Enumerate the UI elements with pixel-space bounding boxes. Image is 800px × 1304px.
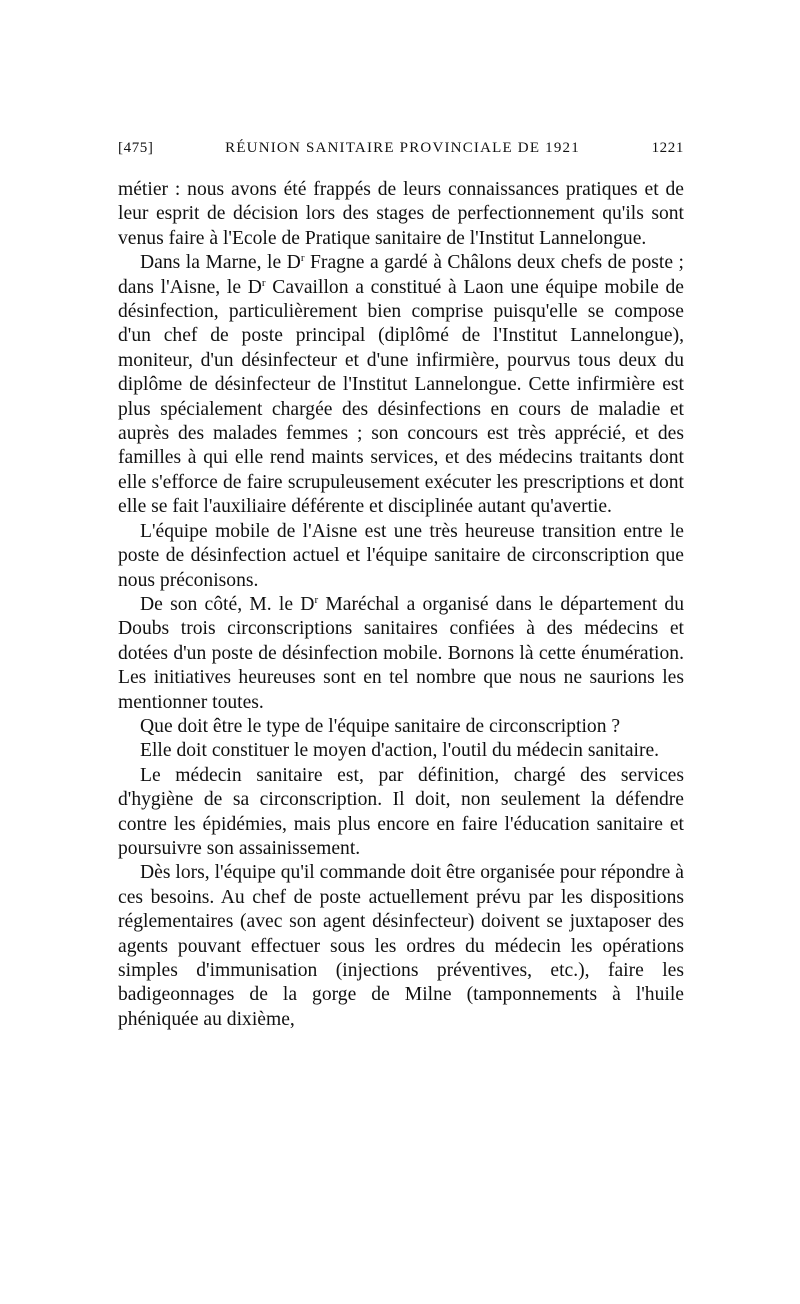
paragraph-2	[118, 251, 684, 519]
paragraph-4-text-a: De son côté, M. le D	[140, 593, 315, 615]
page-number: 1221	[651, 140, 684, 156]
superscript-r: r	[300, 252, 305, 265]
paragraph-1	[118, 178, 684, 251]
paragraph-6-text: Elle doit constituer le moyen d'action, l'outil du médecin sanitaire.	[140, 740, 660, 762]
running-header	[118, 140, 684, 166]
paragraph-4-text-b: Maréchal a organisé dans le département du Doubs trois circonscriptions sanitaires confiées à des médecins et dotées d'un poste de désinfection mobile. Bornons là cette énumération. Les initiatives heureuses sont en tel nombre que nous ne saurions les mentionner toutes.	[118, 593, 684, 713]
body-text	[118, 178, 684, 1032]
paragraph-3	[118, 520, 684, 593]
paragraph-2-text-a: Dans la Marne, le D	[140, 252, 301, 274]
paragraph-6	[118, 739, 684, 763]
running-title: RÉUNION SANITAIRE PROVINCIALE DE 1921	[225, 140, 580, 156]
paragraph-7-text: Le médecin sanitaire est, par définition, chargé des services d'hygiène de sa circonscription. Il doit, non seulement la défendre contre les épidémies, mais plus encore en faire l'éducation sanitaire et poursuivre son assainissement.	[118, 764, 684, 859]
document-page	[118, 140, 684, 1032]
superscript-r: r	[314, 593, 319, 606]
paragraph-8-text: Dès lors, l'équipe qu'il commande doit être organisée pour répondre à ces besoins. Au chef de poste actuellement prévu par les dispositions réglementaires (avec son agent désinfecteur) doivent se juxtaposer des agents pouvant effectuer sous les ordres du médecin les opérations simples d'immunisation (injections préventives, etc.), faire les badigeonnages de la gorge de Milne (tamponnements à l'huile phéniquée au dixième,	[118, 862, 684, 1030]
page-reference: [475]	[118, 140, 154, 156]
paragraph-4	[118, 593, 684, 715]
paragraph-1-text: métier : nous avons été frappés de leurs connaissances pratiques et de leur esprit de décision lors des stages de perfectionnement qu'ils sont venus faire à l'Ecole de Pratique sanitaire de l'Institut Lannelongue.	[118, 179, 684, 249]
paragraph-5	[118, 715, 684, 739]
paragraph-8	[118, 861, 684, 1032]
superscript-r: r	[261, 276, 266, 289]
paragraph-7	[118, 764, 684, 862]
paragraph-3-text: L'équipe mobile de l'Aisne est une très heureuse transition entre le poste de désinfection actuel et l'équipe sanitaire de circonscription que nous préconisons.	[118, 520, 684, 591]
paragraph-2-text-b: Fragne a gardé à Châlons deux chefs de poste ; dans l'Aisne, le D	[118, 252, 684, 298]
paragraph-5-text: Que doit être le type de l'équipe sanitaire de circonscription ?	[140, 715, 621, 737]
paragraph-2-text-c: Cavaillon a constitué à Laon une équipe mobile de désinfection, particulièrement bien comprise puisqu'elle se compose d'un chef de poste principal (diplômé de l'Institut Lannelongue), moniteur, d'un désinfecteur et d'une infirmière, pourvus tous deux du diplôme de désinfecteur de l'Institut Lannelongue. Cette infirmière est plus spécialement chargée des désinfections en cours de maladie et auprès des malades femmes ; son concours est très apprécié, et des familles à qui elle rend maints services, et des médecins traitants dont elle s'efforce de faire scrupuleusement exécuter les prescriptions et dont elle se fait l'auxiliaire déférente et disciplinée autant qu'avertie.	[118, 276, 684, 518]
